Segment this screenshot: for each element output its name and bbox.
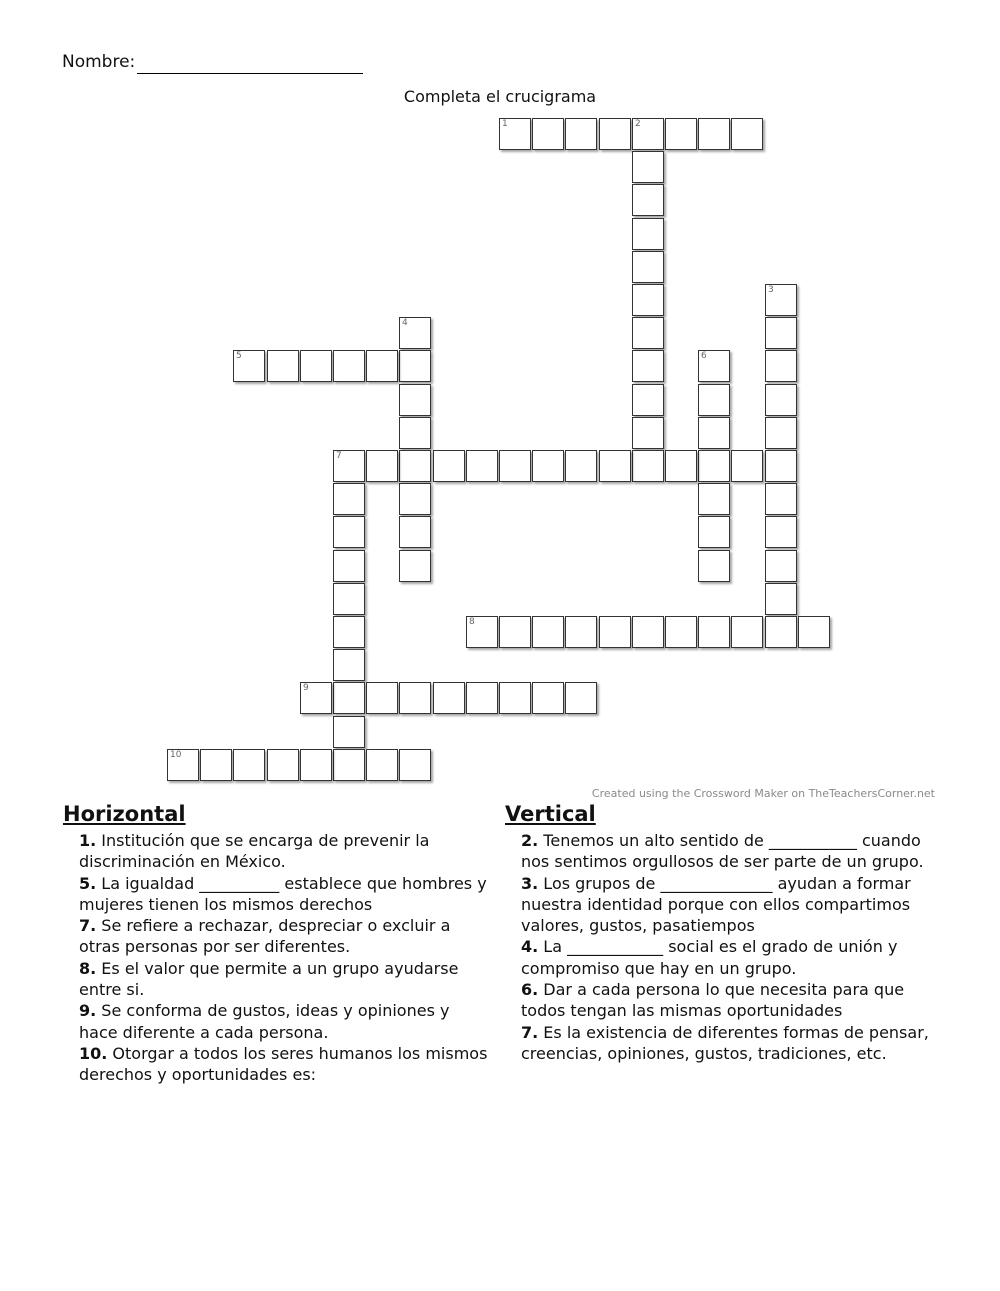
crossword-cell[interactable] (765, 516, 797, 548)
crossword-cell[interactable] (698, 483, 730, 515)
vertical-clues (505, 802, 935, 1064)
cell-number: 9 (303, 683, 309, 693)
crossword-cell[interactable] (632, 417, 664, 449)
crossword-cell[interactable] (731, 616, 763, 648)
crossword-cell[interactable] (632, 284, 664, 316)
crossword-cell[interactable] (399, 749, 431, 781)
crossword-cell[interactable] (765, 284, 797, 316)
horizontal-clue (79, 830, 493, 873)
crossword-cell[interactable] (366, 350, 398, 382)
horizontal-clue (79, 1043, 493, 1086)
horizontal-heading: Horizontal (63, 802, 186, 826)
crossword-cell[interactable] (366, 749, 398, 781)
crossword-cell[interactable] (565, 616, 597, 648)
crossword-cell[interactable] (632, 251, 664, 283)
crossword-cell[interactable] (399, 384, 431, 416)
crossword-cell[interactable] (698, 516, 730, 548)
crossword-cell[interactable] (167, 749, 199, 781)
crossword-cell[interactable] (399, 483, 431, 515)
crossword-cell[interactable] (399, 417, 431, 449)
crossword-cell[interactable] (765, 450, 797, 482)
clue-number: 10. (79, 1043, 108, 1063)
crossword-cell[interactable] (698, 450, 730, 482)
clue-number: 1. (79, 831, 97, 850)
cell-number: 7 (336, 451, 342, 461)
crossword-cell[interactable] (200, 749, 232, 781)
clue-text: Es la existencia de diferentes formas de pensar, creencias, opiniones, gustos, tradiciones, etc. (521, 1022, 929, 1063)
crossword-cell[interactable] (300, 682, 332, 714)
crossword-cell[interactable] (698, 384, 730, 416)
crossword-cell[interactable] (565, 450, 597, 482)
cell-number: 6 (701, 351, 707, 361)
crossword-cell[interactable] (765, 417, 797, 449)
crossword-cell[interactable] (466, 616, 498, 648)
crossword-cell[interactable] (599, 450, 631, 482)
crossword-cell[interactable] (366, 682, 398, 714)
crossword-cell[interactable] (233, 350, 265, 382)
crossword-cell[interactable] (333, 450, 365, 482)
horizontal-clues (63, 802, 493, 1086)
crossword-cell[interactable] (333, 716, 365, 748)
crossword-cell[interactable] (765, 483, 797, 515)
clue-number: 3. (521, 873, 539, 893)
cell-number: 3 (768, 285, 774, 295)
crossword-cell[interactable] (267, 350, 299, 382)
cell-number: 8 (469, 617, 475, 627)
crossword-cell[interactable] (565, 118, 597, 150)
clue-number: 6. (521, 980, 539, 1000)
crossword-cell[interactable] (333, 682, 365, 714)
crossword-cell[interactable] (499, 450, 531, 482)
crossword-cell[interactable] (466, 682, 498, 714)
crossword-cell[interactable] (731, 450, 763, 482)
crossword-cell[interactable] (399, 350, 431, 382)
crossword-cell[interactable] (333, 483, 365, 515)
crossword-cell[interactable] (731, 118, 763, 150)
clue-text: Tenemos un alto sentido de ___________ cuando nos sentimos orgullosos de ser parte de un grupo. (521, 831, 924, 872)
crossword-cell[interactable] (399, 317, 431, 349)
cell-number: 1 (502, 119, 508, 129)
cell-number: 5 (236, 351, 242, 361)
crossword-cell[interactable] (765, 317, 797, 349)
crossword-cell[interactable] (632, 317, 664, 349)
crossword-cell[interactable] (399, 682, 431, 714)
vertical-clue (521, 979, 935, 1022)
crossword-cell[interactable] (433, 450, 465, 482)
crossword-cell[interactable] (333, 749, 365, 781)
crossword-cell[interactable] (665, 616, 697, 648)
crossword-cell[interactable] (565, 682, 597, 714)
crossword-cell[interactable] (632, 616, 664, 648)
clue-text: Otorgar a todos los seres humanos los mismos derechos y oportunidades es: (79, 1043, 488, 1085)
horizontal-clue (79, 873, 493, 916)
crossword-cell[interactable] (665, 118, 697, 150)
crossword-cell[interactable] (599, 118, 631, 150)
crossword-cell[interactable] (632, 184, 664, 216)
crossword-cell[interactable] (233, 749, 265, 781)
crossword-cell[interactable] (300, 749, 332, 781)
crossword-cell[interactable] (765, 550, 797, 582)
crossword-cell[interactable] (399, 550, 431, 582)
clue-text: Se refiere a rechazar, despreciar o excluir a otras personas por ser diferentes. (79, 916, 451, 957)
horizontal-clue (79, 915, 493, 958)
crossword-cell[interactable] (466, 450, 498, 482)
crossword-cell[interactable] (632, 450, 664, 482)
crossword-cell[interactable] (433, 682, 465, 714)
crossword-cell[interactable] (333, 616, 365, 648)
clue-text: Se conforma de gustos, ideas y opiniones y hace diferente a cada persona. (79, 1001, 450, 1042)
clue-number: 7. (521, 1022, 539, 1042)
cell-number: 10 (170, 750, 182, 760)
crossword-cell[interactable] (632, 118, 664, 150)
crossword-cell[interactable] (765, 616, 797, 648)
crossword-cell[interactable] (698, 616, 730, 648)
crossword-cell[interactable] (599, 616, 631, 648)
clue-text: Institución que se encarga de prevenir la discriminación en México. (79, 831, 430, 872)
clue-number: 8. (79, 958, 97, 978)
clue-text: La igualdad __________ establece que hombres y mujeres tienen los mismos derechos (79, 873, 487, 914)
clue-number: 7. (79, 916, 97, 936)
crossword-cell[interactable] (532, 118, 564, 150)
crossword-cell[interactable] (532, 616, 564, 648)
vertical-clue (521, 1022, 935, 1065)
clue-text: La ____________ social es el grado de unión y compromiso que hay en un grupo. (521, 937, 898, 978)
crossword-cell[interactable] (698, 350, 730, 382)
crossword-cell[interactable] (765, 350, 797, 382)
name-label: Nombre: (62, 52, 136, 72)
credit-text: Created using the Crossword Maker on TheTeachersCorner.net (591, 787, 935, 800)
crossword-cell[interactable] (798, 616, 830, 648)
vertical-clue (521, 873, 935, 937)
cell-number: 2 (635, 119, 641, 129)
crossword-cell[interactable] (399, 450, 431, 482)
vertical-heading: Vertical (505, 802, 596, 826)
crossword-cell[interactable] (632, 218, 664, 250)
crossword-cell[interactable] (698, 417, 730, 449)
crossword-cell[interactable] (267, 749, 299, 781)
crossword-cell[interactable] (765, 384, 797, 416)
crossword-cell[interactable] (333, 516, 365, 548)
crossword-cell[interactable] (499, 682, 531, 714)
clue-number: 9. (79, 1001, 97, 1021)
crossword-cell[interactable] (300, 350, 332, 382)
crossword-cell[interactable] (499, 118, 531, 150)
clue-text: Dar a cada persona lo que necesita para que todos tengan las mismas oportunidades (521, 980, 905, 1021)
crossword-cell[interactable] (698, 550, 730, 582)
vertical-clue (521, 936, 935, 979)
crossword-cell[interactable] (333, 649, 365, 681)
crossword-cell[interactable] (698, 118, 730, 150)
crossword-cell[interactable] (499, 616, 531, 648)
crossword-cell[interactable] (532, 682, 564, 714)
crossword-cell[interactable] (632, 151, 664, 183)
crossword-cell[interactable] (366, 450, 398, 482)
horizontal-clue (79, 1000, 493, 1043)
clue-text: Los grupos de ______________ ayudan a formar nuestra identidad porque con ellos compartimos valores, gustos, pasatiempos (521, 873, 911, 936)
crossword-cell[interactable] (532, 450, 564, 482)
crossword-cell[interactable] (399, 516, 431, 548)
horizontal-clue (79, 958, 493, 1001)
crossword-cell[interactable] (665, 450, 697, 482)
clue-text: Es el valor que permite a un grupo ayudarse entre si. (79, 958, 459, 1000)
crossword-cell[interactable] (632, 384, 664, 416)
clue-number: 5. (79, 873, 97, 893)
page-subtitle: Completa el crucigrama (403, 87, 597, 106)
crossword-cell[interactable] (333, 583, 365, 615)
clue-number: 4. (521, 937, 539, 957)
cell-number: 4 (402, 318, 408, 328)
crossword-cell[interactable] (632, 350, 664, 382)
clue-number: 2. (521, 831, 539, 850)
crossword-cell[interactable] (765, 583, 797, 615)
vertical-clue (521, 830, 935, 873)
crossword-cell[interactable] (333, 550, 365, 582)
crossword-cell[interactable] (333, 350, 365, 382)
